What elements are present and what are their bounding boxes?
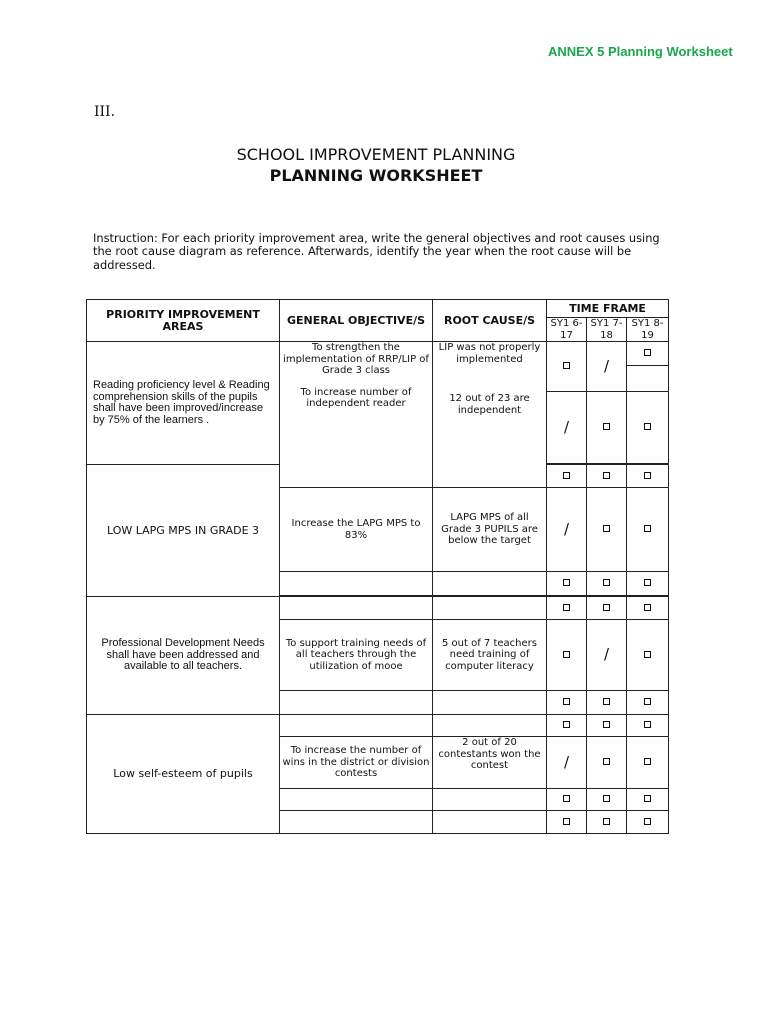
checkbox[interactable] — [627, 620, 669, 691]
empty-cell — [433, 715, 547, 737]
objective-2: Increase the LAPG MPS to 83% — [280, 488, 433, 572]
priority-area-1: Reading proficiency level & Reading comprehension skills of the pupils shall have been improved/increase by 75% of the learners . — [87, 342, 280, 465]
objective-4: To increase the number of wins in the district or division contests — [280, 737, 433, 789]
checkbox[interactable] — [547, 620, 587, 691]
empty-cell — [627, 366, 669, 392]
checkbox[interactable] — [547, 715, 587, 737]
empty-cell — [280, 597, 433, 620]
empty-cell — [280, 691, 433, 715]
checkbox[interactable] — [587, 465, 627, 488]
checkbox[interactable] — [627, 597, 669, 620]
priority-area-4: Low self-esteem of pupils — [87, 715, 280, 834]
checkbox[interactable] — [627, 789, 669, 811]
empty-cell — [433, 597, 547, 620]
empty-cell — [280, 572, 433, 596]
checkbox[interactable] — [547, 597, 587, 620]
planning-worksheet-table — [86, 299, 669, 834]
check-mark: / — [547, 737, 587, 789]
instruction-text: Instruction: For each priority improvement area, write the general objectives and root causes using the root cause diagram as reference. Afterwards, identify the year when the root cause will be addressed. — [93, 231, 660, 272]
section-number: III. — [94, 104, 116, 120]
empty-cell — [433, 572, 547, 596]
empty-cell — [280, 789, 433, 811]
checkbox[interactable] — [587, 691, 627, 715]
annex-label: ANNEX 5 Planning Worksheet — [548, 44, 733, 59]
header-time-frame: TIME FRAME — [547, 300, 669, 318]
header-sy-2: SY1 7-18 — [587, 318, 627, 342]
root-cause-cell-1 — [433, 342, 547, 488]
checkbox[interactable] — [627, 691, 669, 715]
objective-3: To support training needs of all teachers through the utilization of mooe — [280, 620, 433, 691]
header-sy-3: SY1 8-19 — [627, 318, 669, 342]
checkbox[interactable] — [587, 811, 627, 834]
checkbox[interactable] — [547, 572, 587, 596]
root-cause-4: 2 out of 20 contestants won the contest — [433, 737, 547, 789]
checkbox[interactable] — [627, 342, 669, 366]
checkbox[interactable] — [547, 465, 587, 488]
root-cause-1a: LIP was not properly implemented — [438, 342, 541, 365]
objective-1b: To increase number of independent reader — [300, 386, 412, 409]
checkbox[interactable] — [587, 737, 627, 789]
checkbox[interactable] — [627, 737, 669, 789]
checkbox[interactable] — [627, 488, 669, 572]
header-objective: GENERAL OBJECTIVE/S — [280, 300, 433, 342]
checkbox[interactable] — [627, 392, 669, 464]
title-sub: PLANNING WORKSHEET — [269, 166, 483, 185]
empty-cell — [433, 789, 547, 811]
root-cause-3: 5 out of 7 teachers need training of computer literacy — [433, 620, 547, 691]
objective-cell-1 — [280, 342, 433, 488]
title-main: SCHOOL IMPROVEMENT PLANNING — [236, 145, 516, 164]
checkbox[interactable] — [587, 392, 627, 464]
checkbox[interactable] — [547, 342, 587, 392]
checkbox[interactable] — [587, 789, 627, 811]
header-priority: PRIORITY IMPROVEMENT AREAS — [87, 300, 280, 342]
header-sy-1: SY1 6-17 — [547, 318, 587, 342]
empty-cell — [433, 811, 547, 834]
check-mark: / — [547, 488, 587, 572]
objective-1a: To strengthen the implementation of RRP/LIP of Grade 3 class — [283, 342, 429, 376]
checkbox[interactable] — [547, 691, 587, 715]
check-mark: / — [587, 620, 627, 691]
empty-cell — [433, 691, 547, 715]
checkbox[interactable] — [547, 811, 587, 834]
empty-cell — [280, 811, 433, 834]
root-cause-1b: 12 out of 23 are independent — [449, 393, 530, 416]
checkbox[interactable] — [547, 789, 587, 811]
check-mark: / — [587, 342, 627, 392]
checkbox[interactable] — [587, 597, 627, 620]
priority-area-2: LOW LAPG MPS IN GRADE 3 — [87, 465, 280, 597]
checkbox[interactable] — [587, 715, 627, 737]
checkbox[interactable] — [627, 465, 669, 488]
check-mark: / — [547, 392, 587, 464]
checkbox[interactable] — [627, 715, 669, 737]
checkbox[interactable] — [587, 488, 627, 572]
root-cause-2: LAPG MPS of all Grade 3 PUPILS are below the target — [433, 488, 547, 572]
checkbox[interactable] — [627, 811, 669, 834]
checkbox[interactable] — [587, 572, 627, 596]
header-root-cause: ROOT CAUSE/S — [433, 300, 547, 342]
priority-area-3: Professional Development Needs shall have been addressed and available to all teachers. — [87, 597, 280, 715]
empty-cell — [280, 715, 433, 737]
checkbox[interactable] — [627, 572, 669, 596]
